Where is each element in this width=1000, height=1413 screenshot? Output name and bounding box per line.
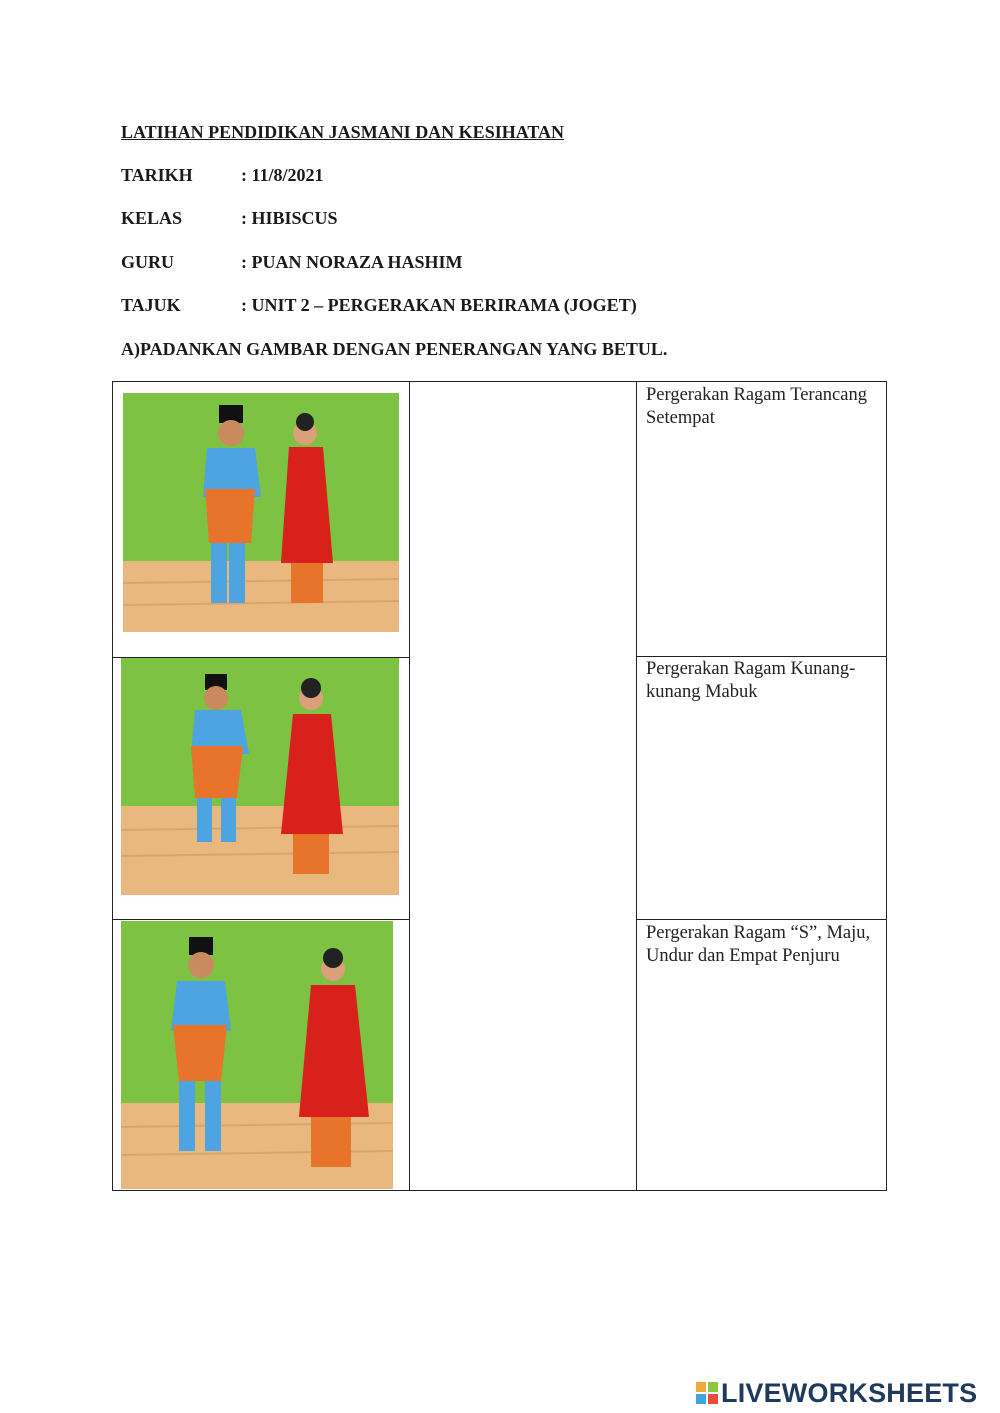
row-divider-right-1 bbox=[636, 656, 887, 657]
row-divider-left-2 bbox=[112, 919, 410, 920]
liveworksheets-logo[interactable] bbox=[696, 1379, 977, 1407]
meta-label: TAJUK bbox=[121, 295, 181, 315]
table-divider-1 bbox=[409, 381, 410, 1191]
description-3: Pergerakan Ragam “S”, Maju, Undur dan Empat Penjuru bbox=[646, 923, 871, 966]
brand-text: LIVEWORKSHEETS bbox=[721, 1377, 978, 1408]
instruction-text: A)PADANKAN GAMBAR DENGAN PENERANGAN YANG BETUL. bbox=[121, 339, 668, 359]
table-border-bottom bbox=[112, 1190, 887, 1191]
description-2: Pergerakan Ragam Kunang-kunang Mabuk bbox=[646, 659, 856, 702]
table-border-top bbox=[112, 381, 887, 382]
description-1: Pergerakan Ragam Terancang Setempat bbox=[646, 385, 867, 428]
table-border-left bbox=[112, 381, 113, 1191]
meta-label: KELAS bbox=[121, 208, 183, 228]
table-border-right bbox=[886, 381, 887, 1191]
meta-value: : HIBISCUS bbox=[241, 208, 338, 228]
meta-value: : UNIT 2 – PERGERAKAN BERIRAMA (JOGET) bbox=[241, 295, 637, 315]
joget-dancers-photo-1[interactable] bbox=[123, 393, 399, 632]
joget-dancers-photo-2[interactable] bbox=[121, 658, 399, 895]
worksheet-title: LATIHAN PENDIDIKAN JASMANI DAN KESIHATAN bbox=[121, 122, 565, 142]
meta-label: GURU bbox=[121, 252, 174, 272]
row-divider-right-2 bbox=[636, 919, 887, 920]
table-divider-2 bbox=[636, 381, 637, 1191]
meta-value: : PUAN NORAZA HASHIM bbox=[241, 252, 463, 272]
meta-value: : 11/8/2021 bbox=[241, 165, 324, 185]
joget-dancers-photo-3[interactable] bbox=[121, 921, 393, 1189]
liveworksheets-icon bbox=[696, 1382, 718, 1404]
meta-label: TARIKH bbox=[121, 165, 193, 185]
